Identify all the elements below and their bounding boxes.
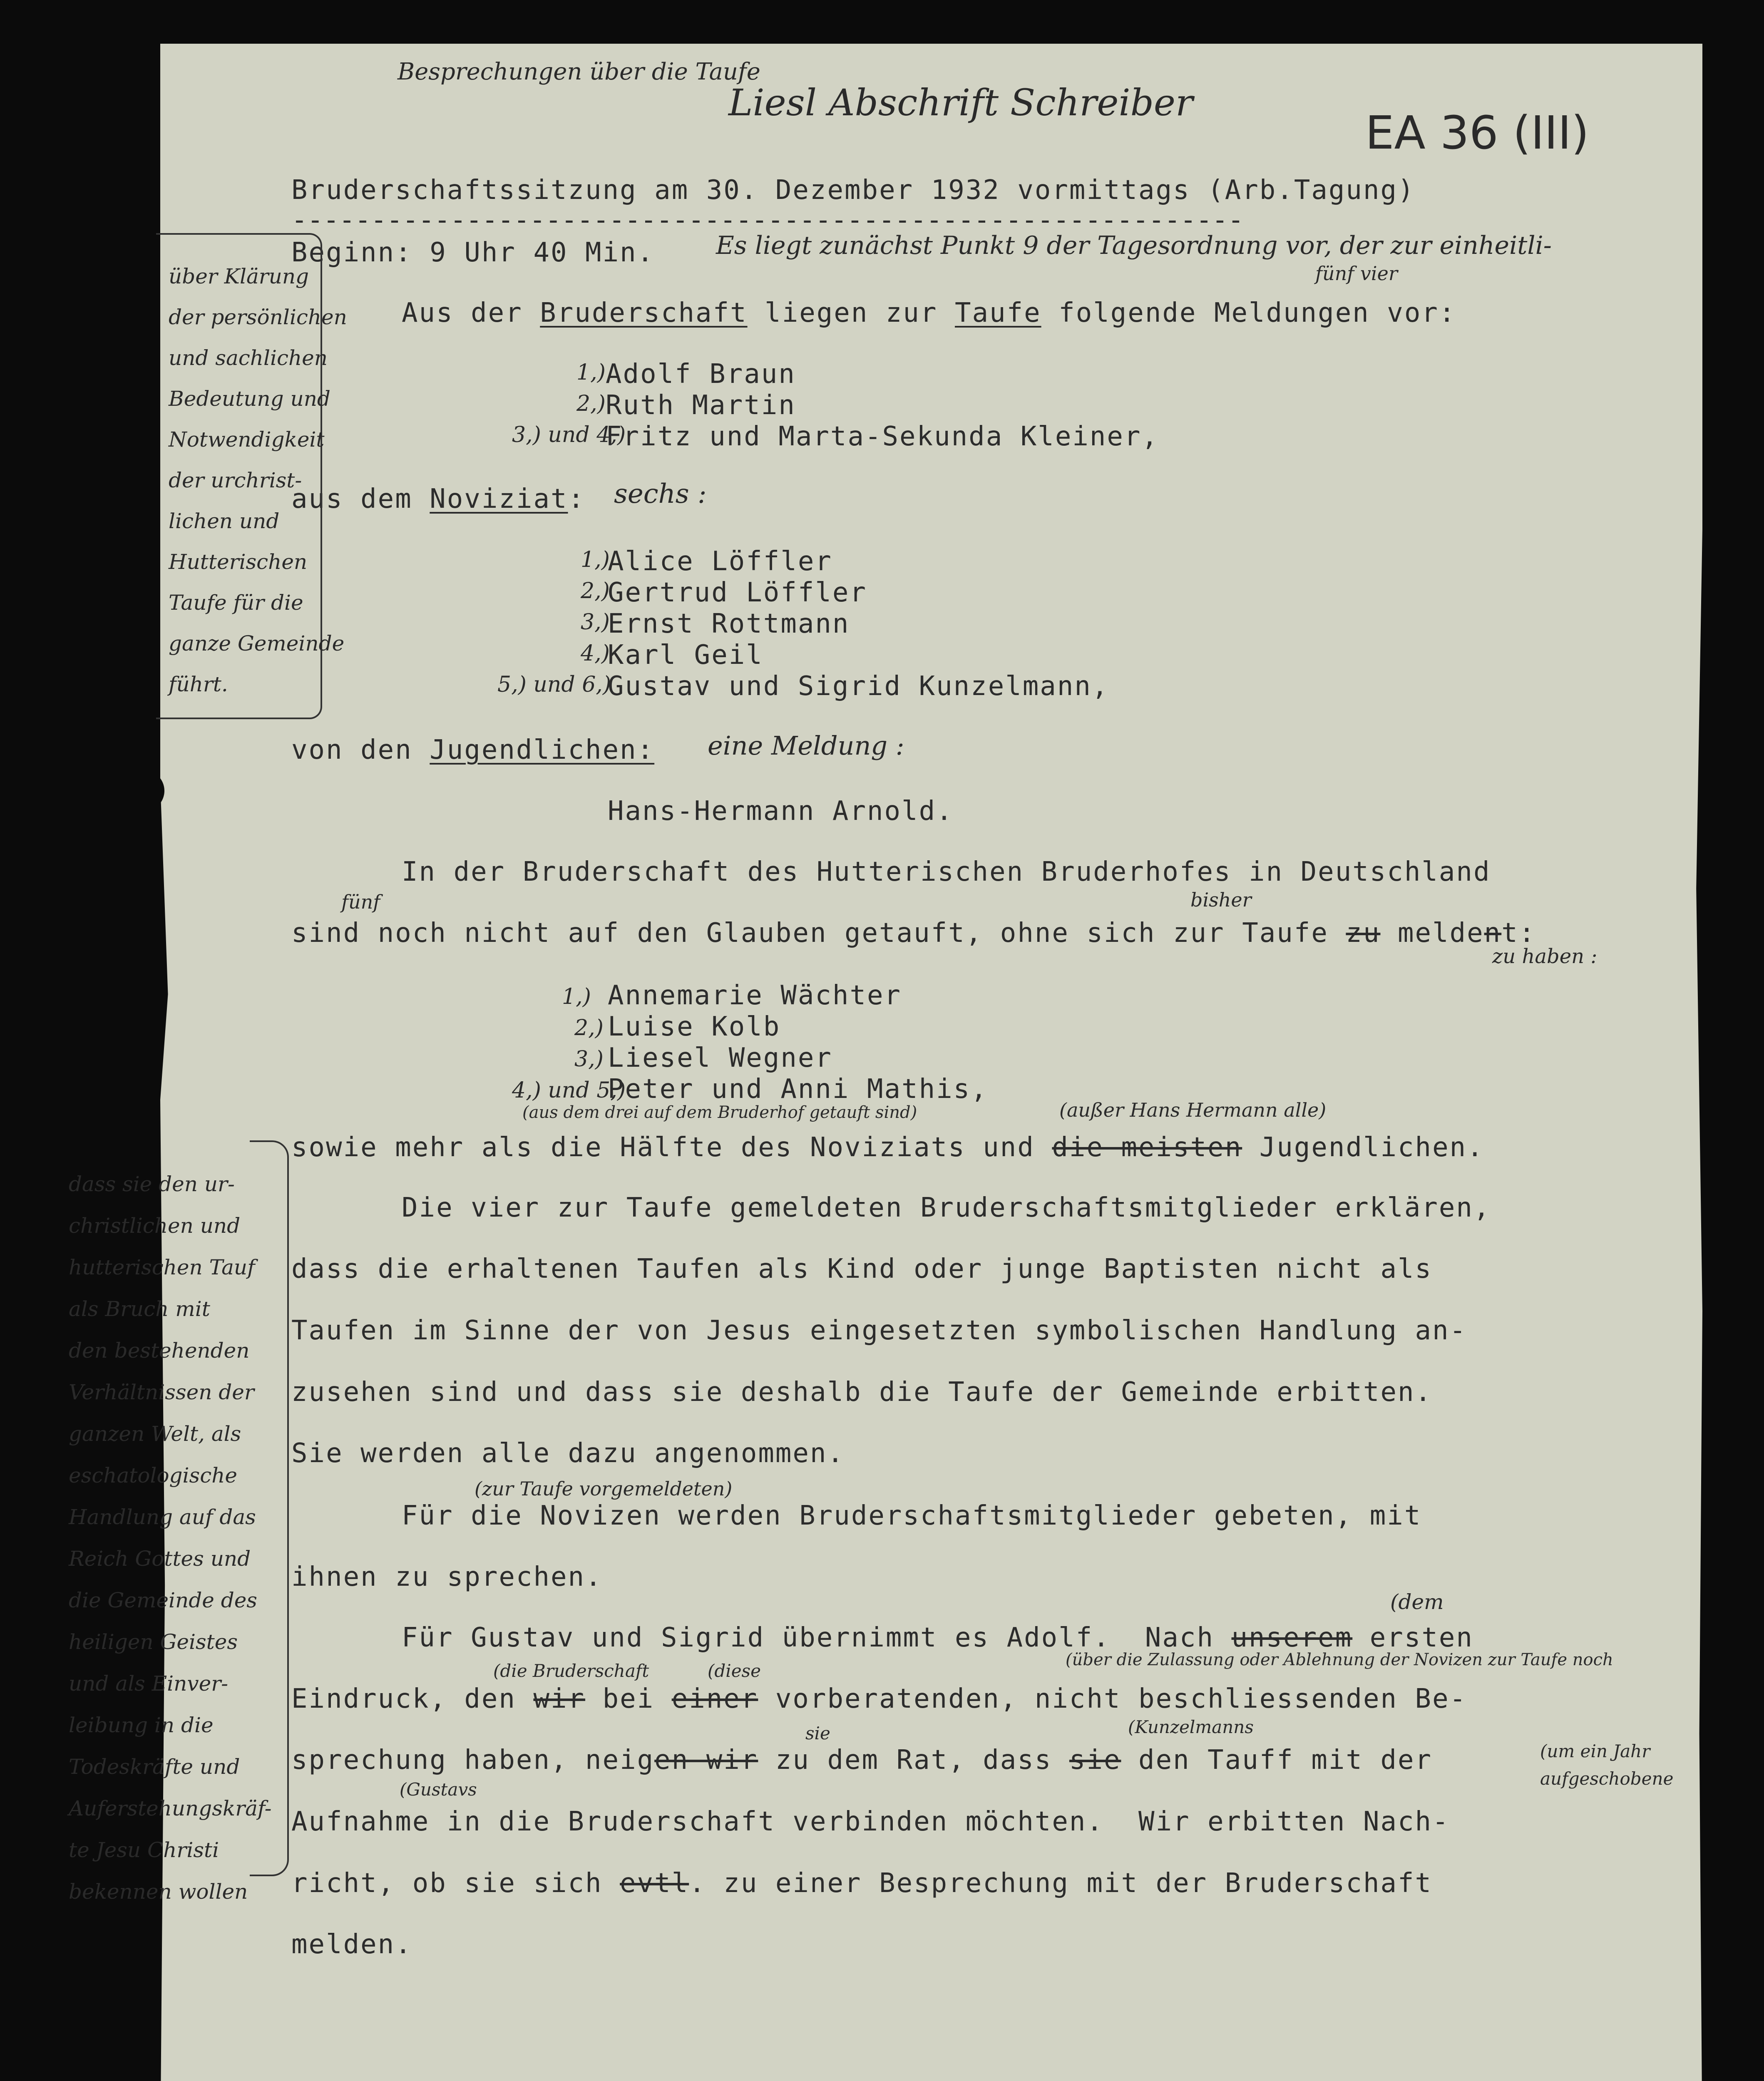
document-title: Bruderschaftssitzung am 30. Dezember 1932 vormittags (Arb.Tagung) [291, 175, 1415, 206]
paragraph-meldungen: Aus der Bruderschaft liegen zur Taufe folgende Meldungen vor: [402, 298, 1456, 328]
list-item: Ruth Martin [606, 390, 796, 421]
separator-line: ------------------------------------------------------------ [291, 205, 1244, 236]
margin-note-left-bottom: dass sie den ur- christlichen und hutterischen Tauf als Bruch mit den bestehenden Verhältnissen der ganzen Welt, als eschatologische Handlung auf das Reich Gottes und die Gemeinde des heiligen Geistes und als Einver- leibung in die Todeskräfte und Auferstehungskräf- te Jesu Christi bekennen wollen [69, 1172, 272, 1904]
annotation-ausser: (außer Hans Hermann alle) [1059, 1099, 1327, 1121]
annotation-zu-haben: zu haben : [1492, 945, 1598, 968]
annotation-fuenf: fünf [341, 891, 380, 913]
jugend-line: von den Jugendlichen: [291, 735, 655, 765]
paragraph-line: melden. [291, 1929, 412, 1960]
annotation-dem: (dem [1390, 1590, 1444, 1614]
noviziat-line: aus dem Noviziat: [291, 484, 586, 514]
paragraph-line: Eindruck, den wir bei einer vorberatenden, nicht beschliessenden Be- [291, 1684, 1467, 1714]
paragraph-bruderschaft: In der Bruderschaft des Hutterischen Bruderhofes in Deutschland [402, 857, 1491, 887]
list-number: 3,) [574, 1047, 604, 1072]
begin-line: Beginn: 9 Uhr 40 Min. [291, 237, 655, 268]
paragraph-line: Die vier zur Taufe gemeldeten Bruderschaftsmitglieder erklären, [402, 1192, 1491, 1223]
annotation-die-bruderschaft: (die Bruderschaft [493, 1661, 649, 1681]
list-item: Peter und Anni Mathis, [608, 1074, 988, 1105]
list-number: 1,) [562, 984, 591, 1009]
list-item: Fritz und Marta-Sekunda Kleiner, [606, 421, 1159, 452]
paragraph-noviziat: sowie mehr als die Hälfte des Noviziats und die meisten Jugendlichen. [291, 1132, 1484, 1163]
list-number: 4,) und 5,) [512, 1078, 626, 1103]
annotation-eine-meldung: eine Meldung : [708, 730, 904, 761]
jugend-name: Hans-Hermann Arnold. [608, 796, 954, 827]
list-item: Karl Geil [608, 640, 763, 670]
paragraph-line: sprechung haben, neigen wir zu dem Rat, dass sie den Tauff mit der [291, 1745, 1433, 1776]
list-item: Alice Löffler [608, 546, 832, 577]
annotation-vorgemeldeten: (zur Taufe vorgemeldeten) [475, 1478, 733, 1500]
list-item: Ernst Rottmann [608, 608, 850, 639]
list-number: 3,) [581, 610, 610, 635]
list-number: 2,) [576, 391, 606, 416]
list-item: Luise Kolb [608, 1011, 781, 1042]
list-item: Gustav und Sigrid Kunzelmann, [608, 671, 1109, 702]
list-number: 1,) [581, 547, 610, 572]
paragraph-line: dass die erhaltenen Taufen als Kind oder junge Baptisten nicht als [291, 1254, 1433, 1284]
paragraph-line: Aufnahme in die Bruderschaft verbinden möchten. Wir erbitten Nach- [291, 1806, 1450, 1837]
paragraph-line: Für Gustav und Sigrid übernimmt es Adolf. Nach unserem ersten [402, 1622, 1473, 1653]
annotation-begin: Es liegt zunächst Punkt 9 der Tagesordnung vor, der zur einheitli- [716, 231, 1552, 260]
annotation-drei-getauft: (aus dem drei auf dem Bruderhof getauft sind) [522, 1103, 917, 1122]
archive-id: EA 36 (III) [1365, 106, 1589, 159]
list-number: 5,) und 6,) [497, 672, 611, 697]
list-item: Gertrud Löffler [608, 577, 867, 608]
annotation-gustavs: (Gustavs [400, 1779, 477, 1800]
paragraph-getauft: sind noch nicht auf den Glauben getauft, ohne sich zur Taufe zu meldent: [291, 918, 1536, 949]
annotation-sechs: sechs : [614, 479, 707, 509]
annotation-diese: (diese [708, 1661, 761, 1681]
list-item: Annemarie Wächter [608, 980, 902, 1011]
list-item: Liesel Wegner [608, 1043, 832, 1073]
paragraph-line: zusehen sind und dass sie deshalb die Taufe der Gemeinde erbitten. [291, 1377, 1433, 1408]
paragraph-line: Sie werden alle dazu angenommen. [291, 1438, 845, 1469]
paragraph-line: richt, ob sie sich evtl. zu einer Besprechung mit der Bruderschaft [291, 1868, 1433, 1899]
annotation-ueber-zulassung: (über die Zulassung oder Ablehnung der Novizen zur Taufe noch [1066, 1650, 1613, 1669]
paragraph-line: ihnen zu sprechen. [291, 1562, 603, 1592]
list-number: 3,) und 4,) [512, 422, 626, 447]
note-top-center: Liesl Abschrift Schreiber [728, 81, 1193, 124]
list-number: 2,) [581, 579, 610, 603]
punch-hole [123, 770, 164, 812]
list-item: Adolf Braun [606, 359, 796, 390]
annotation-um-ein-jahr: (um ein Jahr aufgeschobene [1540, 1741, 1674, 1789]
list-number: 4,) [581, 641, 610, 666]
annotation-kunzelmanns: (Kunzelmanns [1128, 1717, 1254, 1737]
list-number: 1,) [576, 360, 606, 385]
paragraph-line: Taufen im Sinne der von Jesus eingesetzten symbolischen Handlung an- [291, 1315, 1467, 1346]
annotation-sie: sie [805, 1723, 830, 1743]
note-top-left: Besprechungen über die Taufe [398, 58, 760, 85]
list-number: 2,) [574, 1016, 604, 1040]
margin-note-left-top: über Klärung der persönlichen und sachlichen Bedeutung und Notwendigkeit der urchrist- lichen und Hutterischen Taufe für die ganze Gemeinde führt. [169, 264, 347, 696]
annotation-bisher: bisher [1190, 889, 1252, 911]
paragraph-line: Für die Novizen werden Bruderschaftsmitglieder gebeten, mit [402, 1500, 1422, 1531]
annotation-fuenf-vier: fünf vier [1315, 262, 1398, 285]
